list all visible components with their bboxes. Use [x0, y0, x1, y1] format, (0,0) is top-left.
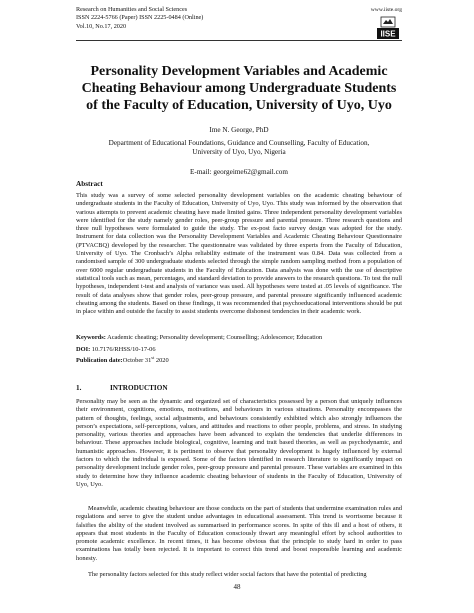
- intro-paragraph-2: Meanwhile, academic cheating behaviour are those conducts on the part of students that undermine examination rules and regulations and serve to give the student undue advantages in educational assessment. This trend is worrisome because it falsifies the ability of the student involved as summarised in performance scores. In spite of this ill and a host of others, it appears that most students in the Faculty of Education consciously thwart any meaningful effort by school authorities to promote academic excellence. In recent times, it has become obvious that the principle to study hard in order to pass examinations has totally been rejected. It is important to correct this trend and boost responsible learning and academic honesty.: [76, 505, 402, 562]
- author-name: Ime N. George, PhD: [209, 126, 269, 134]
- doi-value[interactable]: 10.7176/RHSS/10-17-06: [90, 346, 156, 353]
- intro-paragraph-1: Personality may be seen as the dynamic and organized set of characteristics possessed by a person that uniquely influences their environment, cognitions, emotions, motivations, and behaviours in various situations. Personality encompasses the pattern of thoughts, feelings, social adjustments, and behaviours consistently exhibited which also strongly influences the person’s expectations, self-perceptions, values, and attitudes and reactions to other people, problems, and stress. In studying personality, various theories and approaches have been advanced to explain the tendencies that underlie differences in behaviour. These approaches include biological, cognitive, learning and trait based theories, as well as psychodynamic, and humanistic approaches. However, it is pertinent to observe that personality development is hugely influenced by external factors to which the individual is exposed. Some of the factors identified in research literature to significantly impact on personality development include gender roles, peer-group pressure and parental pressure. These variables are examined in this study to determine how they influence academic cheating behaviour of students in the Faculty of Education, University of Uyo, Uyo.: [76, 398, 402, 488]
- keywords-line: [76, 334, 402, 342]
- journal-info: [76, 6, 203, 31]
- journal-name: Research on Humanities and Social Sciences: [76, 6, 188, 13]
- publication-date-label: Publication date:: [76, 357, 123, 365]
- intro-paragraph-3: The personality factors selected for this study reflect wider social factors that have the potential of predicting: [88, 571, 367, 578]
- publication-date-line: [76, 354, 402, 365]
- abstract-heading: Abstract: [76, 180, 103, 188]
- section-heading-introduction: [76, 384, 168, 392]
- journal-volume: Vol.10, No.17, 2020: [76, 22, 127, 30]
- header-divider: [76, 40, 402, 41]
- author-email[interactable]: E-mail: georgeime62@gmail.com: [190, 168, 288, 176]
- paper-title: Personality Development Variables and Academic Cheating Behaviour among Undergraduate Students of the Faculty of Education, University of Uyo, Uyo: [81, 64, 397, 113]
- author-affiliation: Department of Educational Foundations, Guidance and Counselling, Faculty of Education, University of Uyo, Uyo, Nigeria: [108, 139, 370, 157]
- section-number: 1.: [76, 384, 82, 392]
- publication-date-value: October 31: [122, 357, 152, 365]
- journal-website[interactable]: www.iiste.org: [370, 7, 402, 13]
- abstract-text: This study was a survey of some selected personality development variables on the academic cheating behaviour of undergraduate students in the Faculty of Education, University of Uyo, Uyo. This study was informed by the observation that various attempts to prevent academic cheating have made limited gains. Three independent personality development variables were identified for the study namely gender roles, peer-group pressure and parental pressure. Three research questions and three null hypotheses were formulated to guide the study. The ex-post facto survey design was adopted for the study. Instrument for data collection was the Personality Development Variables and Academic Cheating Behaviour Questionnaire (PTVACBQ) developed by the researcher. The questionnaire was validated by three experts from the Faculty of Education, University of Uyo. The Cronbach’s Alpha reliability estimate of the instrument was 0.84. Data was collected from a randomised sample of 300 undergraduate students selected through the simple random sampling method from a population of over 6000 regular undergraduate students in the Faculty of Education. Data analysis was done with the use of descriptive statistical tools such as mean, percentages, and standard deviation to provide answers to the research questions. To test the null hypotheses, independent t-test and analysis of variance was used. All hypotheses were tested at .05 levels of significance. The result of data analyses show that gender roles, peer-group pressure, and parental pressure significantly influenced academic cheating among the students. Based on these findings, it was recommended that psychoeducational interventions should be put in place within and outside the faculty to assist students overcome dishonest tendencies in their academic work.: [76, 192, 402, 316]
- journal-issn: ISSN 2224-5766 (Paper) ISSN 2225-0484 (Online): [76, 14, 204, 22]
- iiste-logo-icon: [375, 15, 401, 41]
- doi-label: DOI:: [76, 346, 91, 353]
- keywords-text: Academic cheating; Personality development; Counselling; Adolescence; Education: [105, 334, 323, 341]
- section-title: INTRODUCTION: [110, 384, 168, 392]
- publication-date-year: 2020: [154, 357, 169, 365]
- keywords-label: Keywords:: [76, 334, 106, 341]
- logo-text: IISE: [380, 29, 396, 39]
- publication-date-suffix: st: [151, 355, 155, 360]
- page-number: 48: [233, 583, 241, 591]
